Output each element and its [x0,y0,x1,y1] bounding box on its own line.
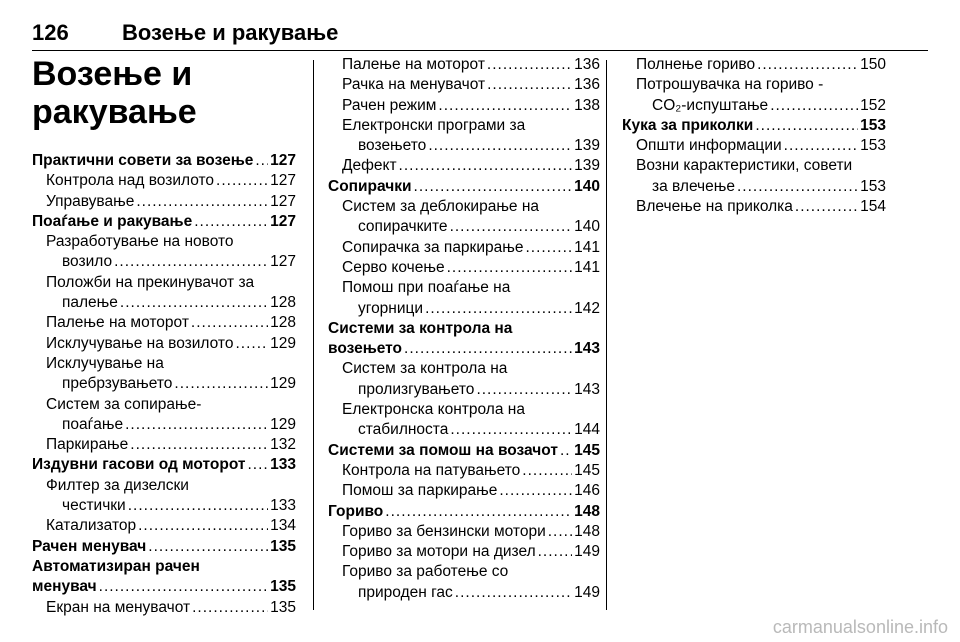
toc-entry[interactable] [328,299,600,319]
section-title-line: ракување [32,93,197,131]
toc-entry[interactable] [328,542,600,562]
toc-entry-title: Управување [46,192,135,210]
dot-leader [174,374,268,394]
dot-leader [120,293,268,313]
dot-leader [522,461,572,481]
toc-page-number: 148 [574,522,600,540]
toc-column-2 [328,55,600,603]
toc-page-number: 149 [574,543,600,561]
toc-page-number: 136 [574,56,600,73]
dot-leader [548,522,572,542]
dot-leader [385,502,572,522]
toc-page-number: 133 [270,497,296,515]
dot-leader [755,116,858,136]
dot-leader [248,455,269,475]
toc-entry-title: менувач [32,578,97,596]
toc-entry[interactable] [32,537,296,557]
toc-entry-line: Разработување на новото [46,233,234,251]
dot-leader [784,136,858,156]
toc-entry-title: Сопирачки [328,177,412,195]
toc-entry-title: Полнење гориво [636,56,756,73]
dot-leader [499,481,572,501]
toc-page-number: 127 [270,192,296,210]
toc-entry-title: CO₂-испуштање [652,96,769,114]
toc-entry[interactable] [32,455,296,475]
toc-page-number: 127 [270,152,296,169]
toc-entry-title: Палење на моторот [342,56,485,73]
toc-entry-title: пролизгувањето [358,380,475,398]
dot-leader [487,55,572,75]
toc-page-number: 133 [270,456,296,474]
toc-page-number: 153 [860,137,886,155]
toc-entry[interactable] [328,96,600,116]
toc-entry-title: Гориво [328,502,384,520]
toc-page-number: 135 [270,578,296,596]
toc-entry[interactable] [328,136,600,156]
toc-entry[interactable] [328,55,600,75]
toc-entry-title: Контрола над возилото [46,172,215,190]
dot-leader [757,55,858,75]
toc-entry-title: Гориво за бензински мотори [342,522,546,540]
toc-page-number: 129 [270,415,296,433]
toc-entry-title: Исклучување на возилото [46,334,234,352]
toc-page-number: 144 [574,421,600,439]
toc-list [32,151,296,618]
toc-entry-title: Практични совети за возење [32,152,254,169]
toc-page-number: 127 [270,212,296,230]
toc-page-number: 145 [574,441,600,459]
toc-entry-line: Систем за контрола на [342,360,508,378]
toc-entry-title: возењето [358,137,427,155]
toc-entry[interactable] [32,435,296,455]
toc-entry-title: Рачен менувач [32,537,147,555]
toc-entry[interactable] [328,339,600,359]
dot-leader [148,537,268,557]
toc-entry-line: Систем за деблокирање на [342,198,540,216]
toc-entry-title: Паркирање [46,436,129,454]
dot-leader [99,577,268,597]
toc-page-number: 128 [270,294,296,312]
toc-entry-title: Издувни гасови од моторот [32,456,246,474]
dot-leader [194,212,268,232]
toc-entry-title: палење [62,294,118,312]
toc-page-number: 138 [574,96,600,114]
toc-entry-line: Електронски програми за [342,116,526,134]
dot-leader [138,516,268,536]
page-header [32,10,928,50]
toc-entry-title: Дефект [342,157,397,175]
toc-entry[interactable] [328,75,600,95]
toc-entry[interactable] [328,502,600,522]
section-title-line: Возење и [32,55,193,93]
dot-leader [476,380,572,400]
toc-page-number: 139 [574,137,600,155]
dot-leader [114,252,268,272]
toc-entry[interactable] [328,238,600,258]
toc-entry[interactable] [32,151,296,171]
toc-page-number: 136 [574,76,600,94]
toc-entry-title: Поаѓање и ракување [32,212,193,230]
toc-page-number: 143 [574,340,600,358]
toc-entry-title: Рачен режим [342,96,437,114]
toc-entry[interactable] [622,55,886,75]
dot-leader [216,171,268,191]
toc-entry[interactable] [328,420,600,440]
toc-entry-line: Потрошувачка на гориво - [636,76,824,94]
toc-entry-title: возењето [328,340,403,358]
dot-leader [487,75,572,95]
toc-entry-line: Системи за контрола на [328,319,513,337]
toc-entry-title: природен гас [358,583,453,601]
toc-page-number: 148 [574,502,600,520]
toc-column-3 [622,55,886,217]
toc-entry[interactable] [32,293,296,313]
toc-page-number: 127 [270,172,296,190]
toc-page-number: 129 [270,334,296,352]
toc-page-number: 127 [270,253,296,271]
dot-leader [404,339,572,359]
toc-entry-title: Општи информации [636,137,782,155]
dot-leader [737,177,858,197]
toc-entry-title: сопирачките [358,218,448,236]
toc-entry[interactable] [32,171,296,191]
toc-entry[interactable] [32,516,296,536]
toc-entry[interactable] [32,496,296,516]
toc-entry-line: Возни карактеристики, совети [636,157,853,175]
toc-page-number: 150 [860,56,886,73]
dot-leader [235,334,268,354]
dot-leader [136,192,268,212]
toc-list [328,55,600,603]
toc-page-number: 142 [574,299,600,317]
toc-entry-title: Екран на менувачот [46,598,191,616]
toc-entry-title: Кука за приколки [622,116,754,134]
page-number: 126 [32,20,69,45]
dot-leader [428,136,572,156]
dot-leader [130,435,268,455]
toc-entry[interactable] [328,156,600,176]
toc-entry[interactable] [328,441,600,461]
toc-column-1 [32,55,296,618]
toc-entry[interactable] [622,177,886,197]
toc-entry-title: Влечење на приколка [636,198,793,216]
toc-page-number: 149 [574,583,600,601]
toc-entry[interactable] [328,177,600,197]
dot-leader [191,313,268,333]
toc-entry[interactable] [622,136,886,156]
toc-entry-title: поаѓање [62,415,124,433]
header-rule [32,50,928,51]
running-title: Возење и ракување [122,20,339,45]
dot-leader [560,441,572,461]
toc-page-number: 139 [574,157,600,175]
toc-page-number: 140 [574,177,600,195]
toc-entry[interactable] [328,481,600,501]
toc-entry-line: Исклучување на [46,354,164,372]
toc-page-number: 154 [860,198,886,216]
toc-entry-line: Електронска контрола на [342,401,525,419]
toc-entry-line: Гориво за работење со [342,563,509,581]
column-divider [606,60,607,610]
toc-entry[interactable] [328,583,600,603]
toc-entry-title: Помош за паркирање [342,482,498,500]
toc-page-number: 141 [574,238,600,256]
toc-page-number: 129 [270,375,296,393]
toc-entry[interactable] [622,96,886,116]
toc-entry[interactable] [32,598,296,618]
toc-entry-line: Положби на прекинувачот за [46,273,255,291]
toc-entry-title: стабилноста [358,421,449,439]
toc-entry-title: пребрзувањето [62,375,173,393]
toc-entry[interactable] [328,461,600,481]
toc-entry-line: Помош при поаѓање на [342,279,511,297]
dot-leader [795,197,858,217]
toc-entry[interactable] [622,197,886,217]
column-divider [313,60,314,610]
dot-leader [538,542,573,562]
dot-leader [192,598,268,618]
toc-page-number: 153 [860,177,886,195]
toc-entry[interactable] [32,374,296,394]
dot-leader [770,96,858,116]
toc-entry[interactable] [32,252,296,272]
toc-entry-title: Рачка на менувачот [342,76,486,94]
dot-leader [450,420,572,440]
section-title [32,55,296,131]
dot-leader [414,177,573,197]
dot-leader [455,583,572,603]
toc-entry[interactable] [328,380,600,400]
toc-entry-title: Палење на моторот [46,314,189,332]
toc-entry-title: Серво кочење [342,258,445,276]
toc-list [622,55,886,217]
dot-leader [447,258,573,278]
toc-page-number: 143 [574,380,600,398]
toc-entry-title: за влечење [652,177,735,195]
dot-leader [525,238,572,258]
toc-entry-title: Сопирачка за паркирање [342,238,524,256]
toc-entry[interactable] [32,577,296,597]
toc-page-number: 145 [574,461,600,479]
toc-entry[interactable] [622,116,886,136]
toc-page-number: 135 [270,537,296,555]
toc-page-number: 152 [860,96,886,114]
toc-entry[interactable] [32,334,296,354]
toc-entry[interactable] [32,192,296,212]
dot-leader [128,496,268,516]
dot-leader [438,96,572,116]
toc-entry-line: Систем за сопирање- [46,395,202,413]
toc-page-number: 153 [860,116,886,134]
toc-entry[interactable] [32,313,296,333]
toc-entry-title: возило [62,253,113,271]
watermark: carmanualsonline.info [772,617,948,637]
toc-page-number: 141 [574,258,600,276]
dot-leader [450,217,573,237]
toc-page-number: 132 [270,436,296,454]
toc-entry[interactable] [32,212,296,232]
toc-page-number: 134 [270,517,296,535]
toc-page-number: 135 [270,598,296,616]
toc-entry-title: Гориво за мотори на дизел [342,543,536,561]
toc-entry[interactable] [328,258,600,278]
dot-leader [425,299,572,319]
toc-page-number: 128 [270,314,296,332]
toc-page-number: 146 [574,482,600,500]
toc-entry[interactable] [328,522,600,542]
toc-page-number: 140 [574,218,600,236]
toc-entry-title: Катализатор [46,517,137,535]
toc-entry-line: Филтер за дизелски [46,476,189,494]
toc-entry-title: честички [62,497,126,515]
toc-entry[interactable] [328,217,600,237]
toc-entry-title: Системи за помош на возачот [328,441,558,459]
toc-entry[interactable] [32,415,296,435]
dot-leader [399,156,573,176]
dot-leader [125,415,268,435]
toc-entry-line: Автоматизиран рачен [32,557,200,575]
dot-leader [255,151,268,171]
toc-entry-title: Контрола на патувањето [342,461,521,479]
toc-entry-title: угорници [358,299,424,317]
